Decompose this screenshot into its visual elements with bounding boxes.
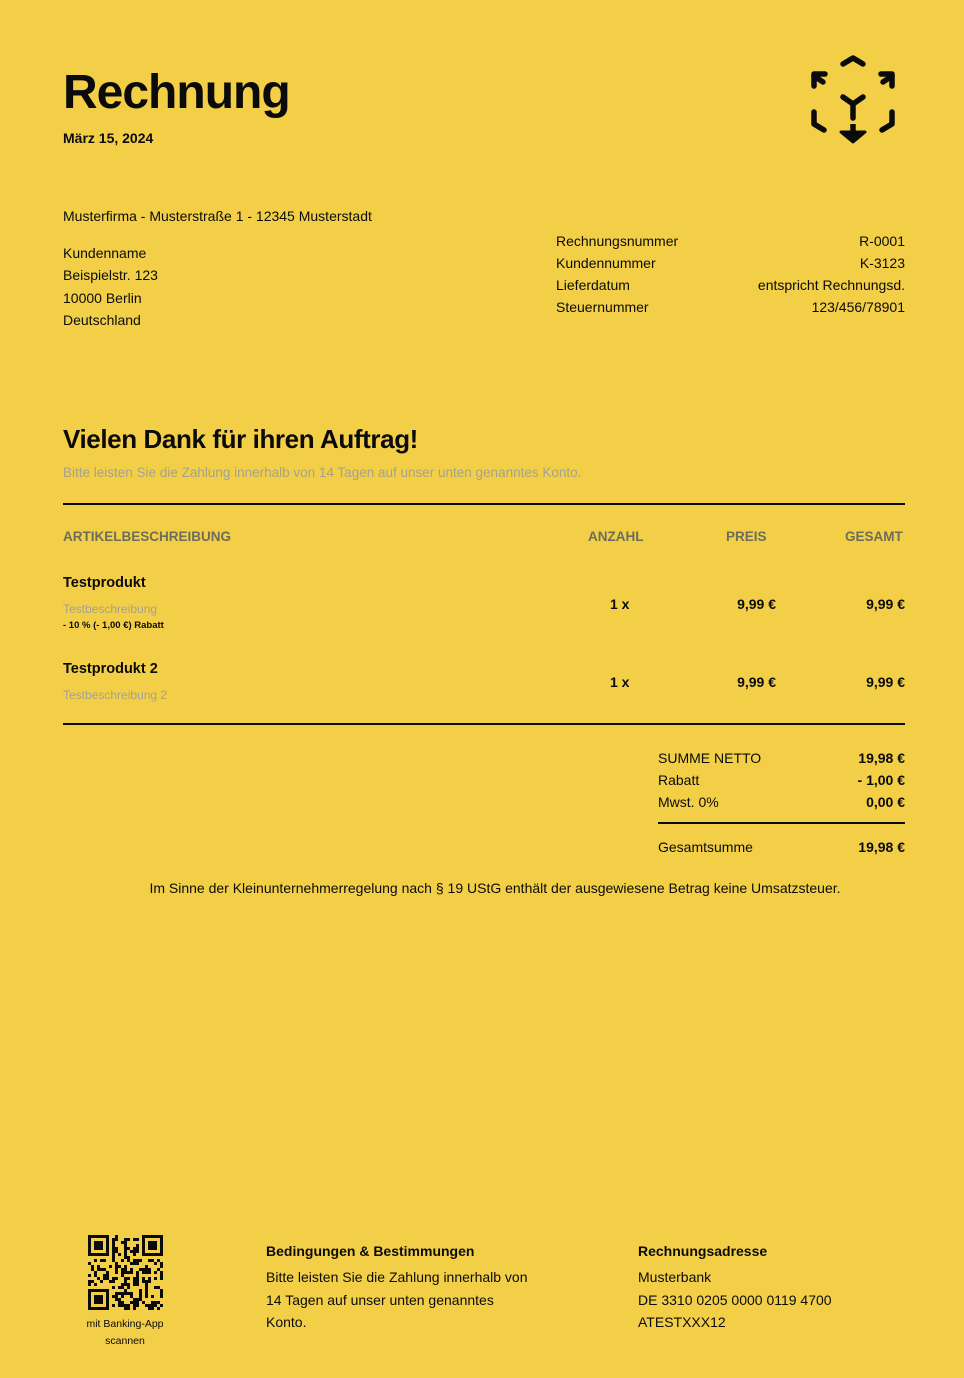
item-total: 9,99 € [866,596,905,612]
summary-value: - 1,00 € [857,772,905,788]
meta-label: Rechnungsnummer [556,233,679,249]
terms-line: 14 Tagen auf unser unten genanntes [266,1291,494,1308]
meta-value: R-0001 [859,233,905,249]
customer-street: Beispielstr. 123 [63,267,158,284]
hexagon-arrows-logo-icon [806,52,900,148]
bank-details [638,1266,832,1334]
meta-row-tax-number [556,299,905,321]
item-quantity: 1 x [610,596,630,612]
item-discount: - 10 % (- 1,00 €) Rabatt [63,620,164,631]
meta-value: entspricht Rechnungsd. [757,277,905,293]
column-header-total: GESAMT [845,529,903,544]
table-bottom-divider [63,723,905,725]
summary-divider [658,822,905,824]
column-header-description: ARTIKELBESCHREIBUNG [63,529,232,544]
item-quantity: 1 x [610,674,630,690]
summary-row-discount [658,772,905,794]
column-header-price: PREIS [726,529,767,544]
tax-exemption-note: Im Sinne der Kleinunternehmerregelung nach § 19 UStG enthält der ausgewiesene Betrag keine Umsatzsteuer. [149,880,841,896]
payment-qr-code [88,1235,163,1310]
meta-label: Lieferdatum [556,277,630,293]
invoice-date: März 15, 2024 [63,130,154,146]
customer-name: Kundenname [63,245,147,261]
terms-line: Konto. [266,1314,307,1330]
bank-iban: DE 3310 0205 0000 0119 4700 [638,1291,832,1308]
summary-row-grand-total [658,839,905,861]
terms-text [266,1266,528,1334]
summary-label: Mwst. 0% [658,794,719,810]
meta-value: 123/456/78901 [811,299,905,315]
item-description: Testbeschreibung [63,602,158,616]
item-name: Testprodukt 2 [63,661,158,677]
meta-row-delivery-date [556,277,905,299]
qr-caption [74,1316,176,1350]
summary-label: SUMME NETTO [658,750,762,766]
meta-label: Steuernummer [556,299,649,315]
summary-label: Rabatt [658,772,700,788]
customer-address [63,242,158,331]
invoice-meta [556,233,905,321]
grand-total-value: 19,98 € [858,839,905,855]
bank-name: Musterbank [638,1269,712,1285]
meta-row-invoice-number [556,233,905,255]
summary-row-vat [658,794,905,816]
item-name: Testprodukt [63,575,146,591]
summary-value: 0,00 € [866,794,905,810]
meta-row-customer-number [556,255,905,277]
table-top-divider [63,503,905,505]
qr-caption-line: mit Banking-App [86,1318,164,1330]
qr-caption-line: scannen [105,1335,145,1347]
payment-note: Bitte leisten Sie die Zahlung innerhalb von 14 Tagen auf unser unten genanntes Konto. [63,465,582,480]
terms-heading: Bedingungen & Bestimmungen [266,1243,475,1259]
invoice-title: Rechnung [63,66,290,119]
summary-row-net [658,750,905,772]
summary-value: 19,98 € [858,750,905,766]
column-header-quantity: ANZAHL [588,529,644,544]
bank-heading: Rechnungsadresse [638,1243,768,1259]
customer-city: 10000 Berlin [63,289,142,306]
customer-country: Deutschland [63,311,141,328]
item-description: Testbeschreibung 2 [63,688,168,702]
meta-label: Kundennummer [556,255,656,271]
meta-value: K-3123 [859,255,905,271]
summary-total [658,839,905,861]
bank-bic: ATESTXXX12 [638,1314,726,1330]
terms-line: Bitte leisten Sie die Zahlung innerhalb von [266,1269,528,1285]
thanks-heading: Vielen Dank für ihren Auftrag! [63,424,418,454]
item-total: 9,99 € [866,674,905,690]
grand-total-label: Gesamtsumme [658,839,753,855]
item-price: 9,99 € [737,596,776,612]
summary-block [658,750,905,816]
item-price: 9,99 € [737,674,776,690]
sender-address-line: Musterfirma - Musterstraße 1 - 12345 Musterstadt [63,208,372,224]
